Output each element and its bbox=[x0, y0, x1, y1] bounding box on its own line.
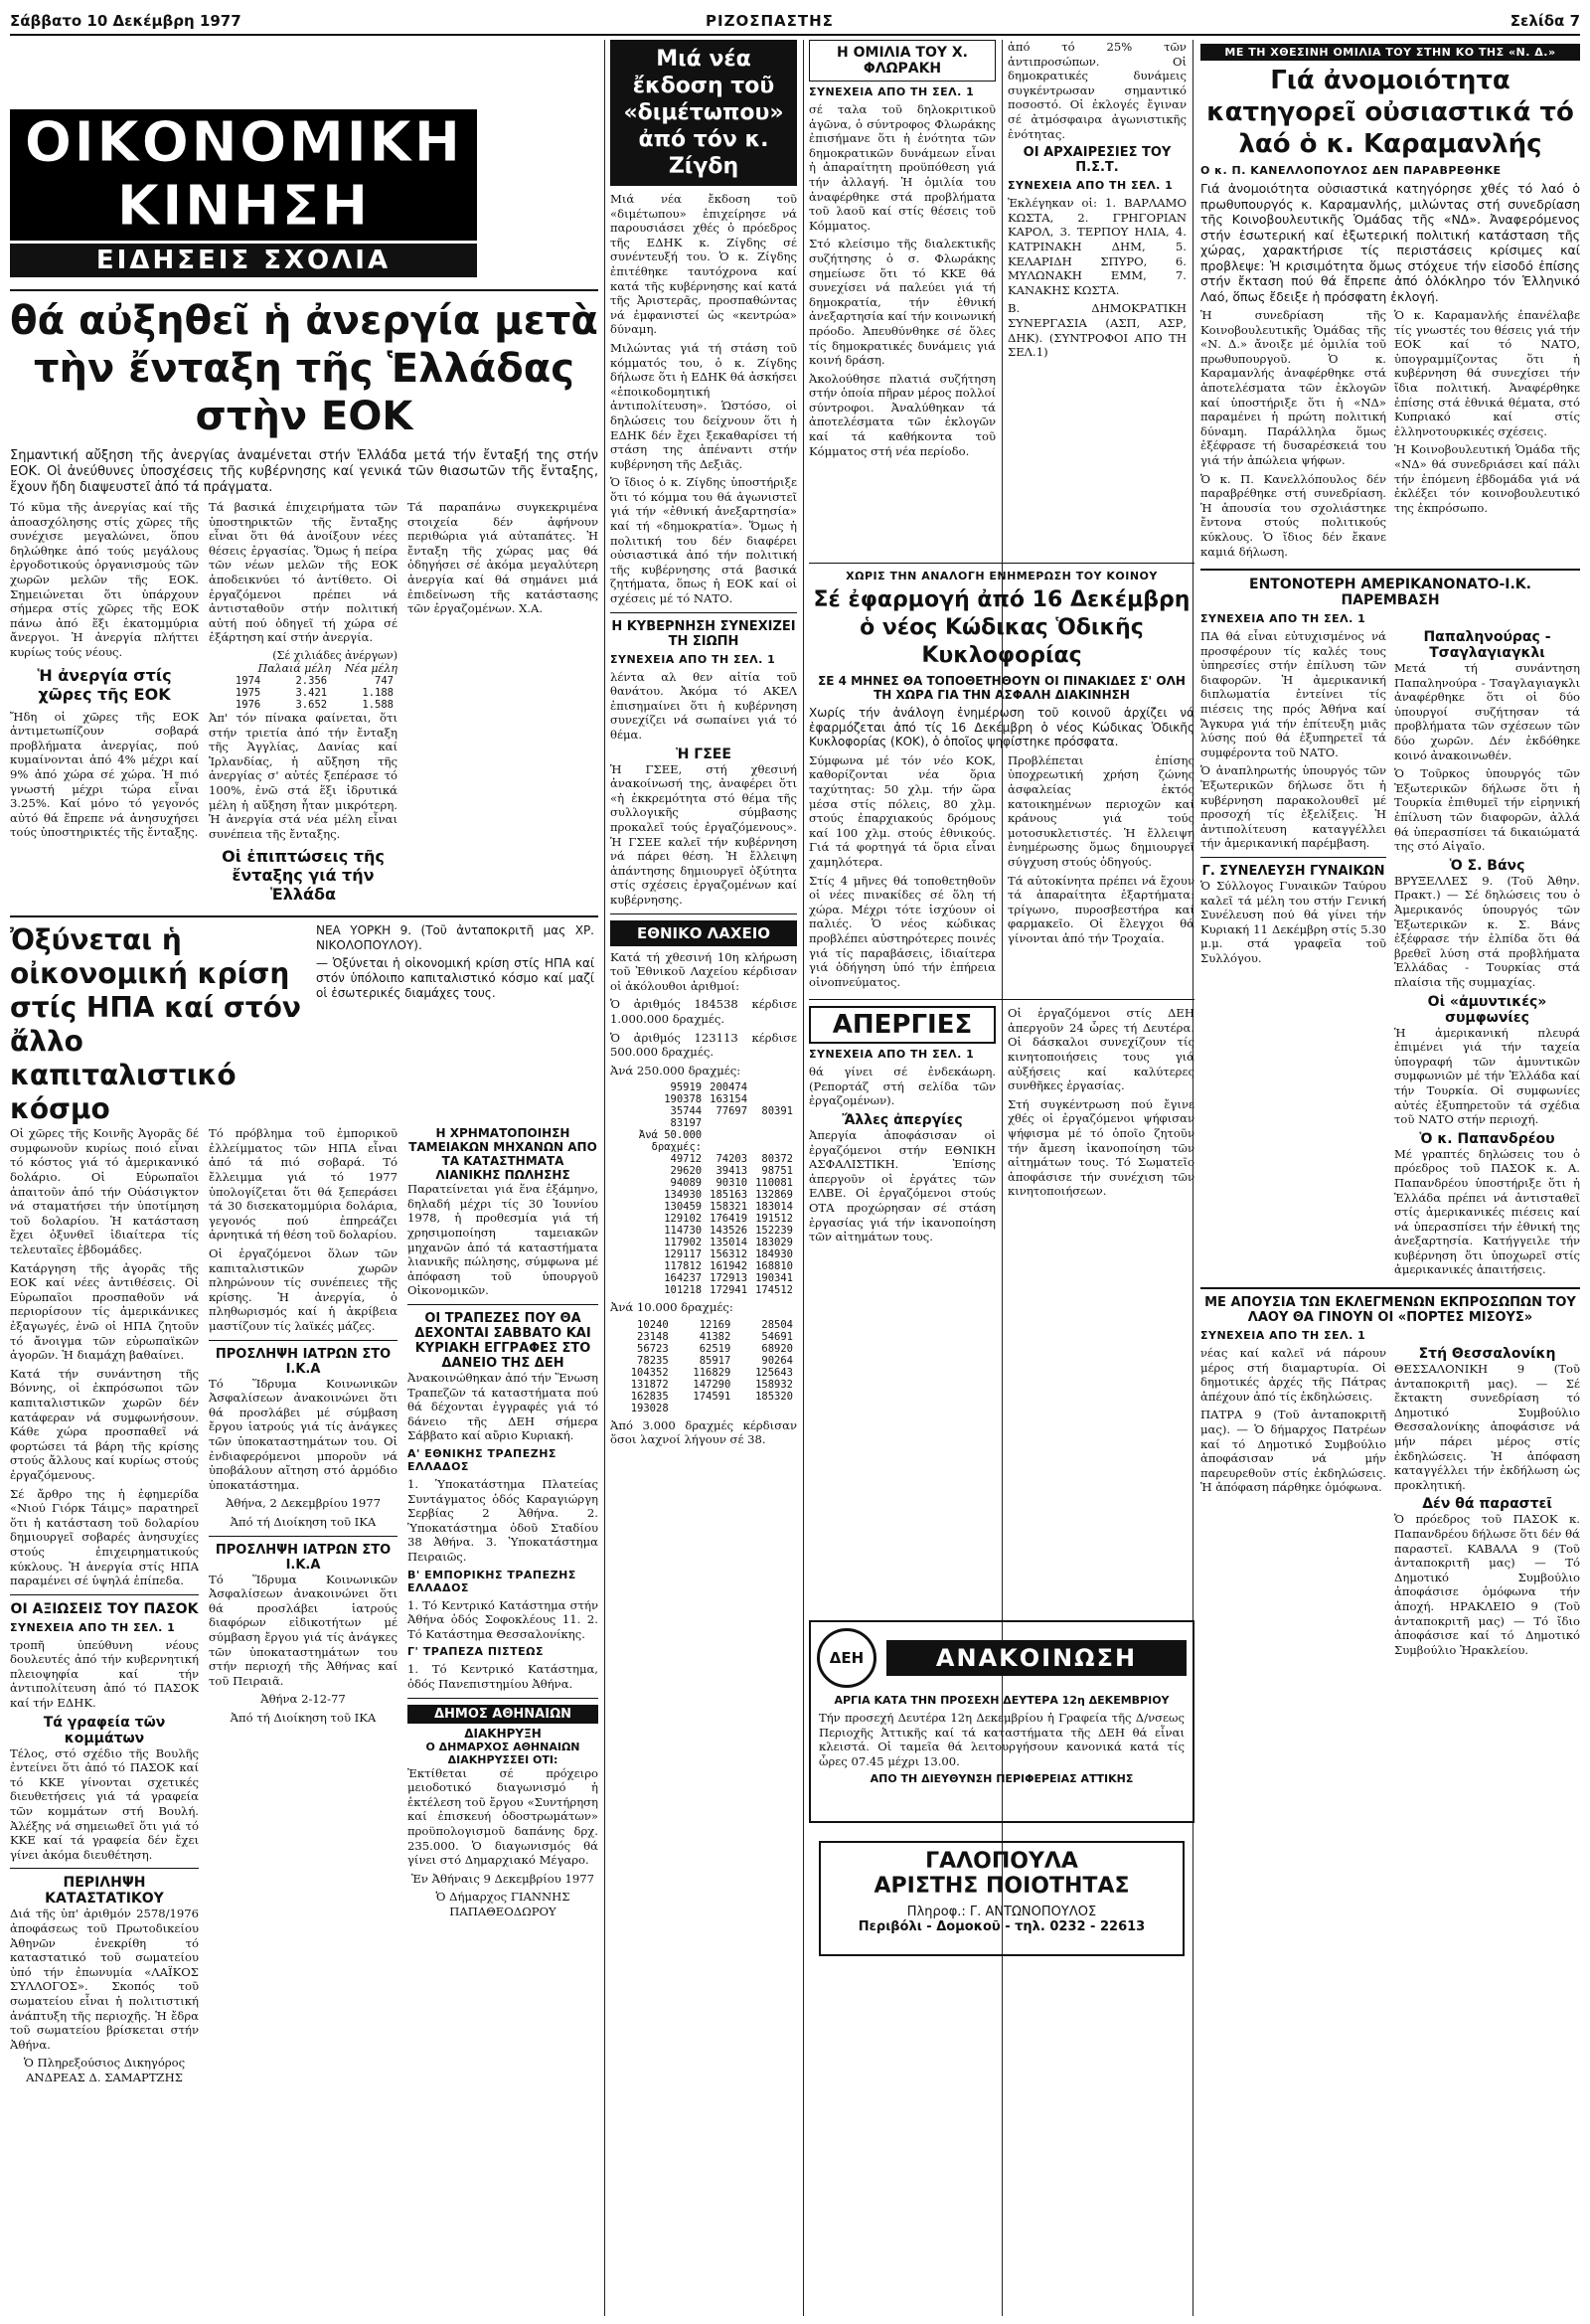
table-cell: 23148 bbox=[637, 1330, 669, 1343]
headline: Η ΟΜΙΛΙΑ ΤΟΥ Χ. ΦΛΩΡΑΚΗ bbox=[809, 40, 996, 82]
headline: ΠΡΟΣΛΗΨΗ ΙΑΤΡΩΝ ΣΤΟ Ι.Κ.Α bbox=[215, 1542, 392, 1573]
article-paragraph: Ἐκτίθεται σέ πρόχειρο μειοδοτικό διαγωνισμό ἡ ἐκτέλεση τοῦ ἔργου «Συντήρηση καί ἐπισκευή ὁδοστρωμάτων» προϋπολογισμοῦ δαπάνης δρχ. 235.000. Ὁ διαγωνισμός θά γίνει στό Δημαρχιακό Μέγαρο. bbox=[407, 1765, 598, 1868]
subheading: ΔΙΑΚΗΡΥΞΗ bbox=[464, 1726, 542, 1741]
table-cell: 168810 bbox=[755, 1260, 793, 1273]
table-cell bbox=[751, 1117, 797, 1129]
table-cell: 94089 bbox=[670, 1177, 703, 1190]
table-row bbox=[610, 1225, 797, 1237]
advert-line: ΑΡΙΣΤΗΣ ΠΟΙΟΤΗΤΑΣ bbox=[874, 1874, 1130, 1899]
table-row bbox=[610, 1367, 797, 1379]
table-cell: 164237 bbox=[664, 1272, 703, 1285]
article-paragraph: Οἱ χῶρες τῆς Κοινῆς Ἀγορᾶς δέ συμφωνοῦν κυρίως ποιό εἶναι τό κόστος γιά τό ἀμερικανικό δολάριο. Οἱ Εὐρωπαῖοι ἀπαιτοῦν ἀπό τήν Οὐάσιγκτον νά σταματήσει τήν ὑποτίμηση τοῦ δολαρίου. Ἡ κατάσταση ἔχει ὀξυνθεῖ ἰδιαίτερα τίς τελευταῖες ἑβδομάδες. bbox=[10, 1126, 199, 1257]
table-header: Νέα μέλη bbox=[344, 661, 398, 675]
article-paragraph: Κατάργηση τῆς ἀγορᾶς τῆς ΕΟΚ καί νέες ἀντιθέσεις. Οἱ Εὐρωπαῖοι προσπαθοῦν νά περιορίσουν τίς ἀμερικάνικες ἐξαγωγές, ἐνῶ οἱ ΗΠΑ ζητοῦν τό ἄνοιγμα τῶν εὐρωπαϊκῶν ἀγορῶν. Ἡ διαμάχη βαθαίνει. bbox=[10, 1260, 199, 1363]
deh-announcement bbox=[809, 1620, 1194, 1823]
subheading: Οἱ ἐπιπτώσεις τῆς ἔνταξης γιά τήν Ἑλλάδα bbox=[222, 847, 385, 905]
article-paragraph: Διά τῆς ὑπ' ἀριθμόν 2578/1976 ἀποφάσεως τοῦ Πρωτοδικείου Ἀθηνῶν ἐνεκρίθη τό καταστατικό τοῦ σωματείου ὑπό τήν ἐπωνυμία «ΛΑΪΚΟΣ ΣΥΛΛΟΓΟΣ». Σκοπός τοῦ σωματείου εἶναι ἡ πολιτιστική ἀνάπτυξη τῆς περιοχῆς. Ἡ ἔδρα τοῦ σωματείου βρίσκεται στήν Ἀθήνα. bbox=[10, 1907, 199, 2052]
page-number: Σελίδα 7 bbox=[1510, 12, 1580, 30]
table-row bbox=[610, 1213, 797, 1225]
article-paragraph: Ἐκλέγηκαν οἱ: 1. ΒΑΡΛΑΜΟ ΚΩΣΤΑ, 2. ΓΡΗΓΟΡΙΑΝ ΚΑΡΟΛ, 3. ΤΕΡΠΟΥ ΗΛΙΑ, 4. ΚΑΤΡΙΝΑΚΗ ΔΗΜ, 5. ΚΕΛΑΡΙΔΗ ΣΠΥΡΟ, 6. ΜΥΛΩΝΑΚΗ ΕΜΜ, 7. ΚΑΝΑΚΗΣ ΚΩΣΤΑ. bbox=[1008, 196, 1187, 297]
article-paragraph: Ὁ Σύλλογος Γυναικῶν Ταύρου καλεῖ τά μέλη του στήν Γενική Συνέλευση πού θά γίνει τήν Κυριακή 11 Δεκέμβρη στίς 5.30 μ.μ. στά γραφεῖα τοῦ Συλλόγου. bbox=[1200, 879, 1386, 965]
subheading: ΑΡΓΙΑ ΚΑΤΑ ΤΗΝ ΠΡΟΣΕΧΗ ΔΕΥΤΕΡΑ 12η ΔΕΚΕΜΒΡΙΟΥ bbox=[834, 1694, 1170, 1707]
article-paragraph: Ὁ κ. Καραμανλής ἐπανέλαβε τίς γνωστές του θέσεις γιά τήν ΕΟΚ καί τό ΝΑΤΟ, ὑπογραμμίζοντας ὅτι ἡ κυβέρνηση θά συνεχίσει τήν ἴδια πολιτική. Ἀναφέρθηκε ἐπίσης στά ἐθνικά θέματα, στό Κυπριακό καί στίς ἑλληνοτουρκικές σχέσεις. bbox=[1394, 308, 1580, 438]
table-cell: 172913 bbox=[710, 1272, 748, 1285]
article-paragraph: Ὁ ἴδιος ὁ κ. Ζίγδης ὑποστήριξε ὅτι τό κόμμα του θά ἀγωνιστεῖ γιά τήν «ἐθνική ἀνεξαρτησία» καί τή «δημοκρατία». Ὅμως ἡ πολιτική του δέν διαφέρει οὐσιαστικά ἀπό τήν πολιτική τῆς κυβέρνησης στά βασικά ζητήματα, ὅπως ἡ ΕΟΚ καί οἱ σχέσεις μέ τό ΝΑΤΟ. bbox=[610, 475, 797, 606]
table-cell: 147290 bbox=[693, 1378, 731, 1391]
article-paragraph: Ἡ Κοινοβουλευτική Ὁμάδα τῆς «ΝΔ» θά συνεδριάσει καί πάλι τήν ἑπόμενη ἑβδομάδα γιά νά ἐκλέξει τόν κοινοβουλευτικό της ἐκπρόσωπο. bbox=[1394, 442, 1580, 515]
table-cell: 747 bbox=[375, 674, 394, 687]
article-paragraph: Τέλος, στό σχέδιο τῆς Βουλῆς ἐντείνει ὅτι ἀπό τό ΠΑΣΟΚ καί τό ΚΚΕ γίνονται σχετικές διευθετήσεις γιά τά γραφεία τῶν κομμάτων στή Βουλή. Ἀλέξης νά σημειωθεῖ ὅτι γιά τό ΚΚΕ καί τά γραφεία δέν ἔχει γίνει ἀκόμα διευθέτηση. bbox=[10, 1745, 199, 1862]
unemployment-table bbox=[209, 675, 398, 711]
table-cell bbox=[706, 1129, 751, 1153]
table-cell: 185320 bbox=[755, 1390, 793, 1403]
article-paragraph: Στή συγκέντρωση πού ἔγινε χθές οἱ ἐργαζόμενοι ψήφισαν ψήφισμα μέ τό ὁποῖο ζητοῦν τήν ἄμεση ἱκανοποίηση τῶν αἰτημάτων τους. Τό Σωματεῖο ἀποφάσισε τήν συνέχιση τῶν κινητοποιήσεων. bbox=[1008, 1096, 1194, 1199]
table-row bbox=[610, 1331, 797, 1343]
subheading: Οἱ «ἀμυντικές» συμφωνίες bbox=[1427, 993, 1547, 1026]
kicker: ΜΕ ΤΗ ΧΘΕΣΙΝΗ ΟΜΙΛΙΑ ΤΟΥ ΣΤΗΝ ΚΟ ΤΗΣ «Ν. Δ.» bbox=[1200, 44, 1580, 61]
article-paragraph: Ἡ συνεδρίαση τῆς Κοινοβουλευτικῆς Ὁμάδας τῆς «Ν. Δ.» ἄνοιξε μέ ὁμιλία τοῦ πρωθυπουργοῦ. Ὁ κ. Καραμανλής ἀναφέρθηκε στά ἀποτελέσματα τῶν ἐκλογῶν καί ὑποστήριξε ὅτι ἡ «ΝΔ» παραμένει ἡ πρώτη πολιτική δύναμη. Παράλληλα ὅμως ἐξέφρασε τή δυσαρέσκειά του γιά τήν ἀπώλεια ψήφων. bbox=[1200, 308, 1386, 467]
table-cell: 117812 bbox=[664, 1260, 703, 1273]
table-row bbox=[610, 1201, 797, 1213]
table-caption: (Σέ χιλιάδες ἀνέργων) bbox=[272, 648, 398, 662]
table-cell: 1976 bbox=[235, 698, 261, 711]
subheading: Τά γραφεία τῶν κομμάτων bbox=[43, 1714, 166, 1746]
subheading: ΣΕ 4 ΜΗΝΕΣ ΘΑ ΤΟΠΟΘΕΤΗΘΟΥΝ ΟΙ ΠΙΝΑΚΙΔΕΣ Σ' ΟΛΗ ΤΗ ΧΩΡΑ ΓΙΑ ΤΗΝ ΑΣΦΑΛΗ ΔΙΑΚΙΝΗΣΗ bbox=[818, 674, 1186, 702]
continuation-note: ΣΥΝΕΧΕΙΑ ΑΠΟ ΤΗ ΣΕΛ. 1 bbox=[1200, 612, 1366, 626]
table-cell: 39413 bbox=[716, 1165, 748, 1178]
table-cell: 134930 bbox=[664, 1189, 703, 1202]
table-cell: 185163 bbox=[710, 1189, 748, 1202]
issuer: Ἀπό τή Διοίκηση τοῦ ΙΚΑ bbox=[230, 1514, 377, 1529]
article-paragraph: Σέ ἄρθρο της ἡ ἐφημερίδα «Νιού Γιόρκ Τάιμς» παρατηρεῖ ὅτι ἡ κατάσταση τοῦ δολαρίου δημιουργεῖ σοβαρές ἀνησυχίες στούς ἐπιχειρηματικούς κύκλους. Ἡ ἀνεργία στίς ΗΠΑ παραμένει σέ ὑψηλά ἐπίπεδα. bbox=[10, 1486, 199, 1588]
table-row bbox=[610, 1093, 797, 1105]
continuation-note: ΣΥΝΕΧΕΙΑ ΑΠΟ ΤΗ ΣΕΛ. 1 bbox=[10, 1620, 176, 1634]
dateline: Ἐν Ἀθήναις 9 Δεκεμβρίου 1977 bbox=[410, 1871, 595, 1886]
table-cell: 174512 bbox=[755, 1284, 793, 1297]
table-cell: 35744 bbox=[670, 1105, 703, 1118]
table-row bbox=[610, 1272, 797, 1284]
headline: ΟΙ ΑΡΧΑΙΡΕΣΙΕΣ ΤΟΥ Π.Σ.Τ. bbox=[1023, 145, 1172, 176]
article-paragraph: Ὁ πρόεδρος τοῦ ΠΑΣΟΚ κ. Παπανδρέου δήλωσε ὅτι δέν θά παραστεῖ. ΚΑΒΑΛΑ 9 (Τοῦ ἀνταποκριτῆ μας) — Τό Δημοτικό Συμβούλιο ἀποφάσισε ὁμόφωνα τήν ἀποχή. ΗΡΑΚΛΕΙΟ 9 (Τοῦ ἀνταποκριτῆ μας) — Τό ἴδιο ἀποφάσισε καί τό Δημοτικό Συμβούλιο Ἡρακλείου. bbox=[1394, 1512, 1580, 1657]
headline: Μιά νέα ἔκδοση τοῦ «διμέτωπου» ἀπό τόν κ. Ζίγδη bbox=[610, 40, 797, 186]
article-paragraph: Ὁ ἀριθμός 184538 κέρδισε 1.000.000 δραχμές. bbox=[610, 997, 797, 1026]
table-header: Παλαιά μέλη bbox=[257, 661, 331, 675]
issuer: Ἀπό τή Διοίκηση τοῦ ΙΚΑ bbox=[230, 1710, 377, 1725]
table-cell: 95919 bbox=[670, 1081, 703, 1094]
article-paragraph: Μιλώντας γιά τή στάση τοῦ κόμματός του, ὁ κ. Ζίγδης δήλωσε ὅτι ἡ ΕΔΗΚ θά ἀσκήσει «ἐποικοδομητική ἀντιπολίτευση». Ὡστόσο, οἱ δηλώσεις του δείχνουν ὅτι ἡ ΕΔΗΚ δέν ἔχει ξεκαθαρίσει τή στάση της ἀπέναντι στήν κυβέρνηση τῆς Δεξιᾶς. bbox=[610, 340, 797, 471]
article-paragraph: Κατά τή χθεσινή 10η κλήρωση τοῦ Ἐθνικοῦ Λαχείου κέρδισαν οἱ ἀκόλουθοι ἀριθμοί: bbox=[610, 949, 797, 993]
article-paragraph: Μέ γραπτές δηλώσεις του ὁ πρόεδρος τοῦ ΠΑΣΟΚ κ. Α. Παπανδρέου ὑποστήριξε ὅτι ἡ Ἑλλάδα πρέπει νά ἀντισταθεῖ στίς ἀμερικανικές πιέσεις καί νά ὑπερασπίσει τήν ἐθνική της ἀνεξαρτησία. Κατήγγειλε τήν κυβέρνηση ὅτι ὑποχωρεῖ στίς ἀμερικανικές ἀπαιτήσεις. bbox=[1394, 1146, 1580, 1277]
article-paragraph: ΠΑ θά εἶναι εὐτυχισμένος νά προσφέρουν τίς καλές τους ὑπηρεσίες στήν ἐπίλυση τῶν διαφορῶν. Ἡ ἀμερικανική διπλωματία ἐντείνει τίς πιέσεις της πρός Ἀθήνα καί Ἄγκυρα γιά τήν ἐπίτευξη μιᾶς λύσης πού θά ἐξυπηρετεῖ τά συμφέροντα τοῦ ΝΑΤΟ. bbox=[1200, 629, 1386, 759]
table-cell: 158321 bbox=[710, 1201, 748, 1214]
table-cell: 130459 bbox=[664, 1201, 703, 1214]
article-paragraph: Ἀνά 10.000 δραχμές: bbox=[610, 1300, 733, 1315]
advert-line: ΓΑΛΟΠΟΥΛΑ bbox=[925, 1849, 1078, 1874]
article-paragraph: Οἱ ἐργαζόμενοι ὅλων τῶν καπιταλιστικῶν χωρῶν πληρώνουν τίς συνέπειες τῆς κρίσης. Ἡ ἀνεργία, ὁ πληθωρισμός καί ἡ ἀκρίβεια μαστίζουν τίς λαϊκές μάζες. bbox=[209, 1246, 398, 1333]
deh-logo: ΔΕΗ bbox=[817, 1628, 876, 1688]
table-cell: 3.652 bbox=[295, 698, 328, 711]
article-paragraph: 1. Τό Κεντρικό Κατάστημα, ὁδός Πανεπιστημίου Ἀθήνα. bbox=[407, 1662, 598, 1691]
article-paragraph: Μιά νέα ἔκδοση τοῦ «διμέτωπου» ἐπιχείρησε νά παρουσιάσει χθές ὁ πρόεδρος τῆς ΕΔΗΚ κ. Ζίγδης σέ συνέντευξή του. Ὁ κ. Ζίγδης ἐπιτέθηκε ταυτόχρονα καί κατά τῆς κυβέρνησης καί κατά τῆς Ἀριστερᾶς, προσπαθώντας νά ἐμφανιστεί ὡς «κεντρώα» δύναμη. bbox=[610, 192, 797, 337]
headline: ΔΗΜΟΣ ΑΘΗΝΑΙΩΝ bbox=[407, 1705, 598, 1724]
table-row bbox=[610, 1379, 797, 1391]
headline: ΟΙ ΤΡΑΠΕΖΕΣ ΠΟΥ ΘΑ ΔΕΧΟΝΤΑΙ ΣΑΒΒΑΤΟ ΚΑΙ ΚΥΡΙΑΚΗ ΕΓΓΡΑΦΕΣ ΣΤΟ ΔΑΝΕΙΟ ΤΗΣ ΔΕΗ bbox=[414, 1311, 591, 1372]
table-cell: 129102 bbox=[664, 1213, 703, 1226]
headline: Ὀξύνεται ἡ οἰκονομική κρίση στίς ΗΠΑ καί στόν ἄλλο καπιταλιστικό κόσμο bbox=[10, 923, 301, 1126]
lede: Σημαντική αὔξηση τῆς ἀνεργίας ἀναμένεται στήν Ἑλλάδα μετά τήν ἔνταξή της στήν ΕΟΚ. Οἱ ἀνεύθυνες ὑποσχέσεις τῆς κυβέρνησης καί γενικά τῶν θιασωτῶν τῆς ἔνταξης, ἔχουν ἤδη διαψευστεῖ ἀπό τά πράγματα. bbox=[10, 448, 598, 495]
article-paragraph: σέ ταλα τοῦ δηλοκριτικοῦ ἀγῶνα, ὁ σύντροφος Φλωράκης ἐπισήμανε ὅτι ἡ ἑνότητα τῶν δημοκρατικῶν δυνάμεων εἶναι ἡ ἀπαραίτητη προϋπόθεση γιά τήν ἀλλαγή. Ἡ ὁμιλία του ἀναφέρθηκε στά προβλήματα τοῦ λαοῦ καί στίς θέσεις τοῦ Κόμματος. bbox=[809, 102, 996, 233]
subheading: Δέν θά παραστεῖ bbox=[1422, 1496, 1552, 1513]
table-row bbox=[610, 1284, 797, 1296]
table-cell bbox=[751, 1129, 797, 1153]
issuer: ΑΠΟ ΤΗ ΔΙΕΥΘΥΝΣΗ ΠΕΡΙΦΕΡΕΙΑΣ ΑΤΤΙΚΗΣ bbox=[870, 1772, 1134, 1786]
table-row bbox=[610, 1129, 797, 1153]
table-cell: 101218 bbox=[664, 1284, 703, 1297]
headline: Σέ ἐφαρμογή ἀπό 16 Δεκέμβρη ὁ νέος Κώδικας Ὁδικῆς Κυκλοφορίας bbox=[813, 587, 1191, 668]
table-cell: 3.421 bbox=[295, 686, 328, 699]
subheading: Παπαληνούρας - Τσαγλαγιαγκλι bbox=[1423, 629, 1551, 662]
article-paragraph: ΘΕΣΣΑΛΟΝΙΚΗ 9 (Τοῦ ἀνταποκριτῆ μας). — Σέ ἔκτακτη συνεδρίαση τό Δημοτικό Συμβούλιο Θεσσαλονίκης ἀποφάσισε νά μήν πάρει μέρος στίς ἐκδηλώσεις. Ἡ ἀπόφαση καταγγέλλει τήν ἐκδήλωση ὡς προκλητική. bbox=[1394, 1362, 1580, 1492]
table-cell: 152239 bbox=[755, 1225, 793, 1238]
headline: Η ΧΡΗΜΑΤΟΠΟΙΗΣΗ ΤΑΜΕΙΑΚΩΝ ΜΗΧΑΝΩΝ ΑΠΟ ΤΑ ΚΑΤΑΣΤΗΜΑΤΑ ΛΙΑΝΙΚΗΣ ΠΩΛΗΣΗΣ bbox=[408, 1126, 597, 1183]
table-cell: 29620 bbox=[670, 1165, 703, 1178]
article-paragraph: Στίς 4 μῆνες θά τοποθετηθοῦν οἱ νέες πινακίδες σέ ὅλη τή χώρα. Μέχρι τότε ἰσχύουν οἱ παλιές. Ὁ νέος κώδικας προβλέπει αὐστηρότερες ποινές γιά τίς παραβάσεις, ἰδιαίτερα γιά ὁδήγηση ὑπό τήν ἐπήρεια οἰνοπνεύματος. bbox=[809, 873, 996, 989]
table-row bbox=[610, 1343, 797, 1355]
headline: Γιά ἀνομοιότητα κατηγορεῖ οὐσιαστικά τό λαό ὁ κ. Καραμανλής bbox=[1206, 66, 1574, 159]
article-column bbox=[407, 500, 598, 910]
headline: ΜΕ ΑΠΟΥΣΙΑ ΤΩΝ ΕΚΛΕΓΜΕΝΩΝ ΕΚΠΡΟΣΩΠΩΝ ΤΟΥ ΛΑΟΥ ΘΑ ΓΙΝΟΥΝ ΟΙ «ΠΟΡΤΕΣ ΜΙΣΟΥΣ» bbox=[1204, 1295, 1576, 1326]
table-cell: 156312 bbox=[710, 1248, 748, 1261]
continuation-note: ΣΥΝΕΧΕΙΑ ΑΠΟ ΤΗ ΣΕΛ. 1 bbox=[1008, 179, 1174, 193]
headline: ΠΡΟΣΛΗΨΗ ΙΑΤΡΩΝ ΣΤΟ Ι.Κ.Α bbox=[215, 1346, 392, 1377]
article-paragraph: Τό Ἵδρυμα Κοινωνικῶν Ἀσφαλίσεων ἀνακοινώνει ὅτι θά προσλάβει ἰατρούς διαφόρων εἰδικοτήτων μέ σύμβαση ἔργου γιά τίς ἀνάγκες τῶν ὑποκαταστημάτων του στήν περιοχή τῆς Ἀθήνας καί τοῦ Πειραιᾶ. bbox=[209, 1572, 398, 1688]
article-paragraph: Ὁ ἀριθμός 123113 κέρδισε 500.000 δραχμές. bbox=[610, 1030, 797, 1060]
headline: θά αὐξηθεῖ ἡ ἀνεργία μετὰ bbox=[10, 298, 598, 344]
article-paragraph: Τό κῦμα τῆς ἀνεργίας καί τῆς ἀποασχόλησης στίς χῶρες τῆς συνέχισε μεγαλώνει, ὅπου δηλώθηκε ἀπό τούς μεγάλους ἐργοδοτικούς ὀργανισμούς τῶν χωρῶν μελῶν τῆς ΕΟΚ. Σημειώνεται ὅτι ὑπάρχουν σήμερα στίς χῶρες τῆς ΕΟΚ πάνω ἀπό ἕξι ἑκατομμύρια ἄνεργοι. Ἡ ἀνεργία πλήττει κυρίως τούς νέους. bbox=[10, 500, 199, 659]
subheading: Ο κ. Π. ΚΑΝΕΛΛΟΠΟΥΛΟΣ ΔΕΝ ΠΑΡΑΒΡΕΘΗΚΕ bbox=[1200, 164, 1502, 177]
table-cell: 41382 bbox=[699, 1330, 731, 1343]
article-paragraph: Ἀνακοινώθηκαν ἀπό τήν Ἕνωση Τραπεζῶν τά καταστήματα πού θά δέχονται ἐγγραφές γιά τό δάνειο τῆς ΔΕΗ σήμερα Σάββατο καί αὔριο Κυριακή. bbox=[407, 1371, 598, 1443]
column-rule bbox=[803, 40, 804, 2316]
table-cell: 161942 bbox=[710, 1260, 748, 1273]
turkey-advert bbox=[819, 1841, 1185, 1956]
advert-line: Πληροφ.: Γ. ΑΝΤΩΝΟΠΟΥΛΟΣ bbox=[906, 1905, 1097, 1919]
table-cell bbox=[734, 1403, 797, 1414]
subheading: Στή Θεσσαλονίκη bbox=[1418, 1346, 1556, 1363]
article-paragraph: Παρατείνεται γιά ἕνα ἑξάμηνο, δηλαδή μέχρι τίς 30 Ἰουνίου 1978, ἡ προθεσμία γιά τή χρησιμοποίηση ταμειακῶν μηχανῶν ἀπό τά καταστήματα λιανικῆς πώλησης, σύμφωνα μέ ἀπόφαση τοῦ ὑπουργοῦ Οἰκονομικῶν. bbox=[407, 1182, 598, 1298]
byline: ΝΕΑ ΥΟΡΚΗ 9. (Τοῦ ἀνταποκριτῆ μας ΧΡ. ΝΙΚΟΛΟΠΟΥΛΟΥ). bbox=[316, 923, 594, 952]
table-cell: 54691 bbox=[761, 1330, 793, 1343]
table-cell: 90310 bbox=[716, 1177, 748, 1190]
table-cell: 56723 bbox=[637, 1342, 669, 1355]
article-paragraph: ἀπό τό 25% τῶν ἀντιπροσώπων. Οἱ δημοκρατικές δυνάμεις συγκέντρωσαν σημαντικό ποσοστό. Οἱ ἐκλογές ἔγιναν σέ ἀτμόσφαιρα ἀγωνιστικῆς ἑνότητας. bbox=[1008, 40, 1187, 141]
table-cell: 184930 bbox=[755, 1248, 793, 1261]
lottery-numbers bbox=[610, 1081, 797, 1296]
table-cell: 200474 bbox=[710, 1081, 748, 1094]
article-paragraph: Τό Ἵδρυμα Κοινωνικῶν Ἀσφαλίσεων ἀνακοινώνει ὅτι θά προσλάβει μέ σύμβαση ἔργου ἰατρούς γιά τίς ἀνάγκες τῶν ὑποκαταστημάτων του. Οἱ ἐνδιαφερόμενοι μποροῦν νά ὑποβάλουν αἴτηση στό ἀρμόδιο ὑποκατάστημα. bbox=[209, 1376, 398, 1492]
subheading: Ἡ ἀνεργία στίς χῶρες τῆς ΕΟΚ bbox=[37, 665, 172, 704]
column-4 bbox=[610, 40, 797, 2316]
article-paragraph: Μετά τή συνάντηση Παπαληνούρα - Τσαγλαγιαγκλι ἀναφέρθηκε ὅτι οἱ δύο ὑπουργοί συζήτησαν τά προβλήματα τῶν σχέσεων τῶν δύο χωρῶν. Δέν ἐκδόθηκε κοινό ἀνακοινωθέν. bbox=[1394, 661, 1580, 762]
article-column bbox=[10, 1126, 199, 2088]
table-cell: 131872 bbox=[630, 1378, 669, 1391]
table-row bbox=[610, 1081, 797, 1093]
table-cell: 49712 bbox=[670, 1153, 703, 1166]
lede: Χωρίς τήν ἀνάλογη ἐνημέρωση τοῦ κοινοῦ ἀρχίζει νά ἐφαρμόζεται ἀπό τίς 16 Δεκέμβρη ὁ νέος Κώδικας Ὁδικῆς Κυκλοφορίας (ΚΟΚ), ὁ ὁποῖος ψηφίστηκε πρόσφατα. bbox=[809, 706, 1194, 749]
headline: ΠΕΡΙΛΗΨΗ ΚΑΤΑΣΤΑΤΙΚΟΥ bbox=[45, 1875, 164, 1908]
table-row bbox=[610, 1248, 797, 1260]
article-column bbox=[209, 500, 398, 910]
lede: — Ὀξύνεται ἡ οἰκονομική κρίση στίς ΗΠΑ καί στόν ὑπόλοιπο καπιταλιστικό κόσμο καί μαζί οἱ ἐσωτερικές διαμάχες τους. bbox=[316, 956, 594, 1000]
table-cell bbox=[673, 1403, 735, 1414]
article-paragraph: Ἀνά 250.000 δραχμές: bbox=[610, 1063, 741, 1078]
table-cell: 104352 bbox=[630, 1366, 669, 1379]
table-cell bbox=[751, 1093, 797, 1105]
table-cell: 183014 bbox=[755, 1201, 793, 1214]
table-cell: 110081 bbox=[755, 1177, 793, 1190]
table-row bbox=[610, 1153, 797, 1165]
page-header bbox=[10, 12, 1580, 36]
article-paragraph: Τά αὐτοκίνητα πρέπει νά ἔχουν τά ἀπαραίτητα ἐξαρτήματα: τρίγωνο, πυροσβεστήρα καί φαρμακεῖο. Οἱ ἔλεγχοι θά γίνονται ἀπό τήν Τροχαία. bbox=[1008, 873, 1194, 945]
article-paragraph: Ὁ Τοῦρκος ὑπουργός τῶν Ἐξωτερικῶν δήλωσε ὅτι ἡ Τουρκία ἐπιθυμεῖ τήν εἰρηνική ἐπίλυση τῶν διαφορῶν, ἀλλά θά ὑπερασπίσει τά δικαιώματά της στό Αἰγαῖο. bbox=[1394, 766, 1580, 854]
table-row bbox=[610, 1165, 797, 1177]
headline: τὴν ἔνταξη τῆς Ἑλλάδας στὴν ΕΟΚ bbox=[34, 346, 574, 439]
table-cell: 117902 bbox=[664, 1237, 703, 1249]
article-paragraph: νέας καί καλεῖ νά πάρουν μέρος στή διαμαρτυρία. Οἱ δημοτικές ἀρχές τῆς Πάτρας ἀπέχουν ἀπό τίς ἐκδηλώσεις. bbox=[1200, 1346, 1386, 1404]
article-paragraph: Ἤδη οἱ χῶρες τῆς ΕΟΚ ἀντιμετωπίζουν σοβαρά προβλήματα ἀνεργίας, πού κυμαίνονται ἀπό 4% μέχρι καί 9% ἀπό χώρα σέ χώρα. Ἡ πιό γνωστή μέχρι τώρα εἶναι 3.25%. Καί μόνο τό γεγονός αὐτό θά ἔπρεπε νά ἀνησυχήσει τούς ὑποστηρικτές τῆς ἔνταξης. bbox=[10, 709, 199, 840]
table-cell: 158932 bbox=[755, 1378, 793, 1391]
subheading: Ἄλλες ἀπεργίες bbox=[842, 1112, 963, 1129]
article-paragraph: Ὁ κ. Π. Κανελλόπουλος δέν παραβρέθηκε στή συνεδρίαση. Ἡ ἀπουσία του σχολιάστηκε ἔντονα στούς πολιτικούς κύκλους. Ὁ ἴδιος δέν ἔκανε καμιά δήλωση. bbox=[1200, 471, 1386, 559]
article-column bbox=[407, 1126, 598, 2088]
article-paragraph: Ὁ ἀναπληρωτής ὑπουργός τῶν Ἐξωτερικῶν δήλωσε ὅτι ἡ κυβέρνηση παρακολουθεῖ μέ προσοχή τίς ἐξελίξεις. Ἡ ἀντιπολίτευση καταγγέλλει τήν ἀμερικανική παρέμβαση. bbox=[1200, 763, 1386, 851]
table-cell: 1974 bbox=[235, 674, 261, 687]
table-row bbox=[610, 1117, 797, 1129]
table-cell: 191512 bbox=[755, 1213, 793, 1226]
article-column bbox=[209, 1126, 398, 2088]
road-code-article bbox=[809, 557, 1194, 1248]
headline: ΕΝΤΟΝΟΤΕΡΗ ΑΜΕΡΙΚΑΝΟΝΑΤΟ-Ι.Κ. ΠΑΡΕΜΒΑΣΗ bbox=[1249, 577, 1531, 609]
article-paragraph: Τά βασικά ἐπιχειρήματα τῶν ὑποστηρικτῶν τῆς ἔνταξης εἶναι ὅτι θά ἀνοίξουν νέες θέσεις ἐργασίας. Ὅμως ἡ πείρα τῶν νέων μελῶν τῆς ΕΟΚ ἀποδεικνύει τό ἀντίθετο. Οἱ ἐργαζόμενοι πρέπει νά ἀντισταθοῦν στήν πολιτική αὐτή πού ὁδηγεῖ τή χώρα σέ ἐξάρτηση καί στήν ἀνεργία. bbox=[209, 500, 398, 645]
table-cell: 176419 bbox=[710, 1213, 748, 1226]
kicker: ΧΩΡΙΣ ΤΗΝ ΑΝΑΛΟΓΗ ΕΝΗΜΕΡΩΣΗ ΤΟΥ ΚΟΙΝΟΥ bbox=[846, 570, 1158, 582]
table-cell: 2.356 bbox=[295, 674, 328, 687]
page-date: Σάββατο 10 Δεκέμβρη 1977 bbox=[10, 12, 241, 30]
table-cell: 163154 bbox=[710, 1093, 748, 1106]
article-column bbox=[10, 500, 199, 910]
continuation-note: ΣΥΝΕΧΕΙΑ ΑΠΟ ΤΗ ΣΕΛ. 1 bbox=[809, 85, 975, 98]
table-cell: 83197 bbox=[670, 1117, 703, 1130]
headline: Η ΚΥΒΕΡΝΗΣΗ ΣΥΝΕΧΙΖΕΙ ΤΗ ΣΙΩΠΗ bbox=[611, 618, 796, 649]
article-paragraph: Προβλέπεται ἐπίσης ὑποχρεωτική χρήση ζώνης ἀσφαλείας ἐκτός κατοικημένων περιοχῶν καί κράνους γιά τούς μοτοσυκλετιστές. Ἡ ἔλλειψη ἐνημέρωσης ὅμως δημιουργεῖ σύγχυση στούς ὁδηγούς. bbox=[1008, 752, 1194, 869]
headline: ΑΝΑΚΟΙΝΩΣΗ bbox=[886, 1640, 1187, 1676]
subheading: Ὁ Σ. Βάνς bbox=[1449, 857, 1525, 874]
article-paragraph: ΒΡΥΞΕΛΛΕΣ 9. (Τοῦ Ἀθην. Πρακτ.) — Σέ δηλώσεις του ὁ Ἀμερικανός ὑπουργός τῶν Ἐξωτερικῶν κ. Σ. Βάνς ἐξέφρασε τήν ἐλπίδα ὅτι θά βρεθεῖ λύση στά προβλήματα Ἑλλάδας - Τουρκίας στά πλαίσια τῆς συμμαχίας. bbox=[1394, 873, 1580, 989]
article-paragraph: 1. Ὑποκατάστημα Πλατείας Συντάγματος ὁδός Καραγιώργη Σερβίας 2 Ἀθήνα. 2. Ὑποκατάστημα ὁδοῦ Σταδίου 38 Ἀθήνα. 3. Ὑποκατάστημα Πειραιῶς. bbox=[407, 1477, 598, 1564]
continuation-note: ΣΥΝΕΧΕΙΑ ΑΠΟ ΤΗ ΣΕΛ. 1 bbox=[610, 652, 776, 666]
headline: Γ. ΣΥΝΕΛΕΥΣΗ ΓΥΝΑΙΚΩΝ bbox=[1201, 864, 1385, 879]
article-paragraph: Ἡ ἀμερικανική πλευρά ἐπιμένει γιά τήν ταχεία ὑπογραφή τῶν ἀμυντικῶν συμφωνιῶν μέ τήν Ἑλλάδα καί τήν Τουρκία. Οἱ συμφωνίες αὐτές ἐξυπηρετοῦν τά σχέδια τοῦ ΝΑΤΟ στήν περιοχή. bbox=[1394, 1025, 1580, 1127]
table-cell: 74203 bbox=[716, 1153, 748, 1166]
table-cell: 114730 bbox=[664, 1225, 703, 1238]
table-row bbox=[610, 1105, 797, 1117]
column-rule bbox=[604, 40, 605, 2316]
headline: ΑΠΕΡΓΙΕΣ bbox=[809, 1006, 996, 1044]
table-cell: 80372 bbox=[761, 1153, 793, 1166]
table-cell: 129117 bbox=[664, 1248, 703, 1261]
table-cell: 77697 bbox=[716, 1105, 748, 1118]
article-paragraph: Ἡ ΓΣΕΕ, στή χθεσινή ἀνακοίνωσή της, ἀναφέρει ὅτι «ἡ ἐκκρεμότητα στό θέμα τῆς συλλογικῆς σύμβασης προκαλεῖ τούς ἐργαζόμενους». Ἡ ΓΣΕΕ καλεῖ τήν κυβέρνηση νά πάρει θέση. Ἡ ἔλλειψη ἀπάντησης δημιουργεῖ ὀξύτητα στίς σχέσεις ἐργαζομένων καί κυβέρνησης. bbox=[610, 761, 797, 907]
table-cell: 80391 bbox=[761, 1105, 793, 1118]
table-cell: 12169 bbox=[699, 1318, 731, 1331]
table-cell: 116829 bbox=[693, 1366, 731, 1379]
article-paragraph: Ἀπό 3.000 δραχμές κέρδισαν ὅσοι λαχνοί λήγουν σέ 38. bbox=[610, 1417, 797, 1447]
table-row bbox=[209, 699, 398, 711]
article-paragraph: Ἀπεργία ἀποφάσισαν οἱ ἐργαζόμενοι στήν ΕΘΝΙΚΗ ΑΣΦΑΛΙΣΤΙΚΗ. Ἐπίσης ἀπεργοῦν οἱ ἐργάτες τῶν ΕΛΒΕ. Οἱ ἐργαζόμενοι στούς ΟΤΑ προχώρησαν σέ στάση ἐργασίας γιά τήν ἱκανοποίηση τῶν αἰτημάτων τους. bbox=[809, 1128, 996, 1245]
article-paragraph: Β. ΔΗΜΟΚΡΑΤΙΚΗ ΣΥΝΕΡΓΑΣΙΑ (ΑΣΠ, ΑΣΡ, ΔΗΚ). (ΣΥΝΤΡΟΦΟΙ ΑΠΟ ΤΗ ΣΕΛ.1) bbox=[1008, 301, 1187, 360]
table-row bbox=[209, 675, 398, 687]
subheading: Α' ΕΘΝΙΚΗΣ ΤΡΑΠΕΖΗΣ ΕΛΛΑΔΟΣ bbox=[407, 1447, 556, 1473]
table-cell bbox=[706, 1117, 751, 1129]
article-paragraph: Ἀκολούθησε πλατιά συζήτηση στήν ὁποία πῆραν μέρος πολλοί σύντροφοι. Ἀναλύθηκαν τά ἀποτελέσματα τῶν ἐκλογῶν καί τά καθήκοντα τοῦ Κόμματος στή νέα περίοδο. bbox=[809, 371, 996, 458]
table-cell: 125643 bbox=[755, 1366, 793, 1379]
table-row bbox=[610, 1237, 797, 1248]
article-paragraph: Τήν προσεχή Δευτέρα 12η Δεκεμβρίου ἡ Γραφεία τῆς Δ/νσεως Περιοχῆς Ἀττικῆς καί τά καταστήματα τῆς ΔΕΗ θά εἶναι κλειστά. Οἱ ταμεῖα θά λειτουργήσουν κανονικά κατά τίς ὧρες 07.45 μέχρι 13.00. bbox=[819, 1711, 1185, 1768]
table-cell: 68920 bbox=[761, 1342, 793, 1355]
table-row bbox=[610, 1177, 797, 1189]
banner-subtitle: ΕΙΔΗΣΕΙΣ ΣΧΟΛΙΑ bbox=[10, 241, 477, 277]
table-cell: 28504 bbox=[761, 1318, 793, 1331]
dateline: Ἀθήνα, 2 Δεκεμβρίου 1977 bbox=[225, 1496, 382, 1511]
paper-name: ΡΙΖΟΣΠΑΣΤΗΣ bbox=[706, 12, 834, 30]
article-paragraph: Τά παραπάνω συγκεκριμένα στοιχεία δέν ἀφήνουν περιθώρια γιά αὐταπάτες. Ἡ ἔνταξη τῆς χώρας μας θά ὁδηγήσει σέ ἀκόμα μεγαλύτερη ἀνεργία καί θά σημάνει μιά ἐπιδείνωση τῆς κατάστασης τῶν ἐργαζομένων. Χ.Α. bbox=[407, 500, 598, 616]
table-row bbox=[610, 1355, 797, 1367]
continuation-note: ΣΥΝΕΧΕΙΑ ΑΠΟ ΤΗ ΣΕΛ. 1 bbox=[809, 1048, 975, 1062]
headline: ΕΘΝΙΚΟ ΛΑΧΕΙΟ bbox=[610, 920, 797, 946]
table-row bbox=[209, 687, 398, 699]
table-cell: Ἀνά 50.000 δραχμές: bbox=[638, 1129, 703, 1154]
table-cell: 190378 bbox=[664, 1093, 703, 1106]
table-cell: 132869 bbox=[755, 1189, 793, 1202]
table-cell bbox=[751, 1081, 797, 1093]
table-cell: 85917 bbox=[699, 1354, 731, 1367]
subheading: Β' ΕΜΠΟΡΙΚΗΣ ΤΡΑΠΕΖΗΣ ΕΛΛΑΔΟΣ bbox=[407, 1568, 576, 1594]
article-paragraph: Σύμφωνα μέ τόν νέο ΚΟΚ, καθορίζονται νέα ὅρια ταχύτητας: 50 χλμ. τήν ὥρα μέσα στίς πόλεις, 80 χλμ. στούς ἐπαρχιακούς δρόμους καί 100 χλμ. στούς ἐθνικούς. Γιά τά φορτηγά τά ὅρια εἶναι χαμηλότερα. bbox=[809, 752, 996, 869]
subheading: Ὁ κ. Παπανδρέου bbox=[1419, 1130, 1555, 1147]
dateline: Ἀθήνα 2-12-77 bbox=[260, 1692, 346, 1707]
article-paragraph: ΠΑΤΡΑ 9 (Τοῦ ἀνταποκριτῆ μας). — Ὁ δήμαρχος Πατρέων καί τό Δημοτικό Συμβούλιο ἀποφάσισαν νά μήν παρευρεθοῦν στίς ἐκδηλώσεις. Ἡ ἀπόφαση πάρθηκε ὁμόφωνα. bbox=[1200, 1408, 1386, 1495]
lede: Γιά ἀνομοιότητα οὐσιαστικά κατηγόρησε χθές τό λαό ὁ πρωθυπουργός κ. Καραμανλής, μιλώντας στή συνεδρίαση τῆς Κοινοβουλευτικῆς Ὁμάδας τῆς «ΝΔ». Ἀναφερόμενος στήν ἐσωτερική καί ἐξωτερική πολιτική κατάσταση τῆς χώρας, χαρακτήρισε τίς περιστάσεις κρίσιμες καί προβλεψε: Ἡ κρισιμότητα ὅμως στόχευε τήν εἰσοδό ἐπίσης στήν ἔκταση πού θά ἔπρεπε ἀπό ὁλόκληρο τόν Ἑλληνικό Λαό, ὅπως ἔδειξε ἡ πρόσφατη ἐκλογή. bbox=[1200, 181, 1580, 304]
article-paragraph: Οἱ ἐργαζόμενοι στίς ΔΕΗ ἀπεργοῦν 24 ὧρες τή Δευτέρα. Οἱ δάσκαλοι συνεχίζουν τίς κινητοποιήσεις τους γιά αὐξήσεις καί καλύτερες συνθῆκες ἐργασίας. bbox=[1008, 1006, 1194, 1093]
table-cell: 1975 bbox=[235, 686, 261, 699]
table-cell: 183029 bbox=[755, 1237, 793, 1249]
subheading: Ἡ ΓΣΕΕ bbox=[676, 746, 731, 762]
headline: ΟΙ ΑΞΙΩΣΕΙΣ ΤΟΥ ΠΑΣΟΚ bbox=[10, 1600, 199, 1617]
table-row bbox=[610, 1391, 797, 1403]
table-cell: 193028 bbox=[630, 1402, 669, 1414]
table-cell: 143526 bbox=[710, 1225, 748, 1238]
signature: Ὁ Δήμαρχος ΓΙΑΝΝΗΣ ΠΑΠΑΘΕΟΔΩΡΟΥ bbox=[435, 1890, 570, 1918]
table-row bbox=[610, 1403, 797, 1414]
table-cell: 62519 bbox=[699, 1342, 731, 1355]
table-row bbox=[610, 1189, 797, 1201]
table-cell: 1.588 bbox=[362, 698, 394, 711]
article-paragraph: θά γίνει σέ ἐνδεκάωρη. (Ρεπορτάζ στή σελίδα τῶν ἐργαζομένων). bbox=[809, 1065, 996, 1108]
table-cell: 1.188 bbox=[362, 686, 394, 699]
left-section bbox=[10, 40, 598, 2316]
table-cell: 90264 bbox=[761, 1354, 793, 1367]
article-paragraph: τροπῆ ὑπεύθυνη νέους δουλευτές ἀπό τήν κυβερνητική πλειοψηφία καί τήν ἀντιπολίτευση ἀπό τό ΠΑΣΟΚ καί τήν ΕΔΗΚ. bbox=[10, 1637, 199, 1711]
article-paragraph: Τό πρόβλημα τοῦ ἐμπορικοῦ ἐλλείμματος τῶν ΗΠΑ εἶναι ἀπό τά πιό σοβαρά. Τό ἔλλειμμα γιά τό 1977 ὑπολογίζεται ὅτι θά ξεπεράσει τά 30 δισεκατομμύρια δολάρια, γεγονός πού ἐπηρεάζει ἀρνητικά τή θέση τοῦ δολαρίου. bbox=[209, 1126, 398, 1243]
article-paragraph: Στό κλείσιμο τῆς διαλεκτικῆς συζήτησης ὁ σ. Φλωράκης σημείωσε ὅτι τό ΚΚΕ θά συνεχίσει νά παλεύει γιά τή δημοκρατία, τήν ἐθνική ἀνεξαρτησία καί τήν κοινωνική πρόοδο. Ἀπευθύνθηκε σέ ὅλες τίς δημοκρατικές δυνάμεις γιά κοινή δράση. bbox=[809, 237, 996, 368]
table-cell: 78235 bbox=[637, 1354, 669, 1367]
table-row bbox=[610, 1260, 797, 1272]
right-section bbox=[1200, 40, 1580, 2316]
lottery-numbers bbox=[610, 1319, 797, 1414]
advert-line: Περιβόλι - Δομοκοῦ - τηλ. 0232 - 22613 bbox=[858, 1919, 1146, 1934]
article-paragraph: 1. Τό Κεντρικό Κατάστημα στήν Ἀθήνα ὁδός Σοφοκλέους 11. 2. Τό Κατάστημα Θεσσαλονίκης. bbox=[407, 1597, 598, 1641]
table-cell: 10240 bbox=[637, 1318, 669, 1331]
table-cell: 98751 bbox=[761, 1165, 793, 1178]
table-cell: 135014 bbox=[710, 1237, 748, 1249]
continuation-note: ΣΥΝΕΧΕΙΑ ΑΠΟ ΤΗ ΣΕΛ. 1 bbox=[1200, 1329, 1366, 1343]
table-cell: 162835 bbox=[630, 1390, 669, 1403]
table-cell: 190341 bbox=[755, 1272, 793, 1285]
table-row bbox=[610, 1319, 797, 1331]
subheading: Ο ΔΗΜΑΡΧΟΣ ΑΘΗΝΑΙΩΝ ΔΙΑΚΗΡΥΣΣΕΙ ΟΤΙ: bbox=[425, 1740, 580, 1766]
signature: Ὁ Πληρεξούσιος Δικηγόρος ΑΝΔΡΕΑΣ Δ. ΣΑΜΑΡΤΖΗΣ bbox=[23, 2056, 186, 2084]
subheading: Γ' ΤΡΑΠΕΖΑ ΠΙΣΤΕΩΣ bbox=[407, 1645, 545, 1659]
article-paragraph: Κατά τήν συνάντηση τῆς Βόννης, οἱ ἐκπρόσωποι τῶν καπιταλιστικῶν χωρῶν δέν κατάφεραν νά συμφωνήσουν. Κάθε χώρα προσπαθεῖ νά φορτώσει τά βάρη τῆς κρίσης στούς ἄλλους καί κυρίως στούς ἐργαζόμενους. bbox=[10, 1366, 199, 1482]
article-paragraph: Ἀπ' τόν πίνακα φαίνεται, ὅτι στήν τριετία ἀπό τήν ἔνταξη τῆς Ἀγγλίας, Δανίας καί Ἰρλανδίας, ἡ αὔξηση τῆς ἀνεργίας σ' αὐτές ξεπέρασε τό 100%, ἐνῶ στά ἕξι ἰδρυτικά μέλη ἡ αὔξηση ἦταν μικρότερη. Ἡ ἀνεργία στά νέα μέλη εἶναι συνέπεια τῆς ἔνταξης. bbox=[209, 710, 398, 841]
article-paragraph: λέντα αλ θεν αἰτία τοῦ θανάτου. Ἀκόμα τό ΑΚΕΛ ἐπισημαίνει ὅτι ἡ κυβέρνηση συνεχίζει νά σωπαίνει γιά τό θέμα. bbox=[610, 669, 797, 742]
banner-title: ΟΙΚΟΝΟΜΙΚΗ ΚΙΝΗΣΗ bbox=[10, 109, 477, 241]
table-cell: 172941 bbox=[710, 1284, 748, 1297]
table-cell: 174591 bbox=[693, 1390, 731, 1403]
banner bbox=[10, 109, 477, 277]
